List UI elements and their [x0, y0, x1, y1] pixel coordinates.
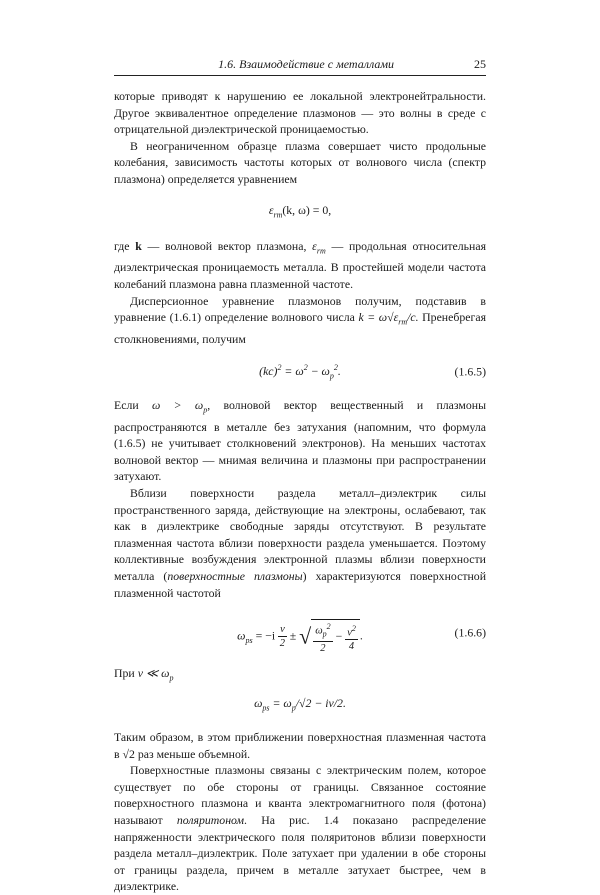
inline-formula: ω > ω: [151, 397, 204, 412]
body-text: [114, 88, 486, 895]
eq-part: .: [337, 363, 341, 378]
eq-part: − ω: [307, 363, 330, 378]
inline-formula-sub: p: [169, 673, 174, 683]
equation-spectrum: [114, 202, 486, 224]
equation-number: (1.6.5): [454, 364, 486, 379]
eq-part: .: [359, 628, 363, 643]
eq-sub: ps: [245, 636, 253, 646]
eq-rhs: (k, ω) = 0,: [282, 202, 332, 217]
text-span: При: [114, 666, 135, 681]
eq-sup: 2: [351, 623, 356, 633]
fraction: [313, 620, 332, 655]
denominator: 4: [348, 641, 355, 653]
symbol-epsilon: ε: [312, 238, 317, 253]
eq-epsilon: ε: [268, 202, 274, 217]
text-span: ) характеризуются поверхностной плазменной частотой: [114, 568, 487, 600]
eq-sup: 2: [277, 362, 282, 372]
emphasis-term: поверхностные плазмоны: [167, 568, 303, 583]
eq-part: = ω: [269, 696, 292, 711]
numerator: ν: [280, 624, 285, 636]
eq-sup: 2: [333, 362, 338, 372]
text-span: где: [114, 238, 130, 253]
eq-part: ω: [315, 625, 323, 637]
text-span: Если: [114, 397, 139, 412]
paragraph: [114, 397, 486, 485]
inline-formula-sub: p: [203, 405, 208, 415]
page-number: 25: [474, 57, 486, 71]
paragraph: В неограниченном образце плазма совершает чисто продольные колебания, зависимость частоты которых от волнового числа (спектр плазмона) определяется уравнением: [114, 138, 486, 186]
text-span: — волновой вектор плазмона,: [147, 238, 307, 253]
text-span: Дисперсионное уравнение плазмонов получим, подставив в уравнение (1.6.1) определение волнового числа: [114, 293, 486, 325]
symbol-k: k: [135, 238, 142, 253]
text-span: Вблизи поверхности раздела металл–диэлектрик силы пространственного заряда, действующие на электроны, ослабевают, так как в диэлектрике свободные заряды отсутствуют. В результате плазменная частота вблизи поверхности раздела уменьшается. Поэтому коллективные возбуждения электронной плазмы вблизи поверхности металла (: [114, 486, 486, 583]
numerator: [313, 620, 332, 642]
paragraph: которые приводят к нарушению ее локальной электронейтральности. Другое эквивалентное определение плазмонов — это волны в среде с отрицательной диэлектрической проницаемостью.: [114, 89, 486, 137]
text-span: Поверхностные плазмоны связаны с электрическим полем, которое существует по обе стороны от границы. Связанное состояние поверхностного плазмона и кванта электромагнитного поля (фотона) называют: [114, 763, 486, 828]
eq-sub: rm: [273, 209, 283, 219]
text-span: . На рис. 1.4 показано распределение напряженности электрического поля поляритонов вблизи поверхности раздела металл–диэлектрик. Поле затухает при удалении в обе стороны от границы раздела, причем в металле затухает быстрее, чем в диэлектрике.: [114, 813, 486, 894]
text-span: , волновой вектор вещественный и плазмоны распространяются в металле без затухания (напомним, что формула (1.6.5) не учитывает столкновений электронов). На меньших частотах волновой вектор — мнимая величина и плазмоны при распространении затухают.: [114, 397, 486, 484]
eq-part: /√2 − iν/2.: [295, 696, 346, 711]
eq-part: ω: [254, 696, 263, 711]
denominator: 2: [320, 642, 326, 654]
emphasis-term: поляритоном: [176, 813, 245, 828]
eq-sup: 2: [303, 362, 308, 372]
eq-part: = ω: [281, 363, 304, 378]
eq-sub: p: [322, 629, 327, 639]
fraction: [345, 622, 358, 654]
eq-part: = −i: [252, 628, 276, 643]
eq-sub: p: [329, 371, 334, 381]
eq-sub: ps: [262, 703, 270, 713]
denominator: 2: [279, 638, 286, 650]
eq-part: ω: [237, 628, 246, 643]
equation-approx: [114, 695, 486, 717]
eq-sup: 2: [326, 622, 331, 632]
eq-part: ±: [289, 628, 300, 643]
text-span: Пренебрегая столкновениями, получим: [114, 310, 486, 347]
equation-1-6-5: [114, 360, 486, 385]
inline-formula: k = ω√ε: [358, 310, 399, 325]
paragraph: [114, 293, 486, 348]
eq-part: ν: [347, 627, 352, 639]
symbol-sub: rm: [316, 245, 326, 255]
equation-1-6-6: [114, 613, 486, 653]
eq-part: −: [335, 629, 346, 644]
radicand: [311, 619, 360, 655]
inline-formula-sub: rm: [398, 317, 408, 327]
paragraph: [114, 485, 486, 601]
paragraph: [114, 238, 486, 293]
inline-formula: ν ≪ ω: [137, 666, 170, 681]
section-title: 1.6. Взаимодействие с металлами: [218, 57, 394, 71]
numerator: [345, 622, 358, 641]
eq-sub: p: [291, 703, 296, 713]
fraction: [278, 623, 287, 650]
inline-formula-end: /c.: [407, 310, 419, 325]
running-header: [114, 57, 486, 76]
paragraph: Таким образом, в этом приближении поверхностная плазменная частота в √2 раз меньше объемной.: [114, 730, 486, 761]
eq-part: (kc): [259, 363, 278, 378]
radical-sign: √: [299, 623, 312, 649]
paragraph: [114, 762, 486, 895]
paragraph: [114, 665, 486, 687]
equation-number: (1.6.6): [454, 625, 486, 640]
text-span: — продольная относительная диэлектрическая проницаемость металла. В простейшей модели частота колебаний плазмона равна плазменной частоте.: [114, 238, 487, 292]
